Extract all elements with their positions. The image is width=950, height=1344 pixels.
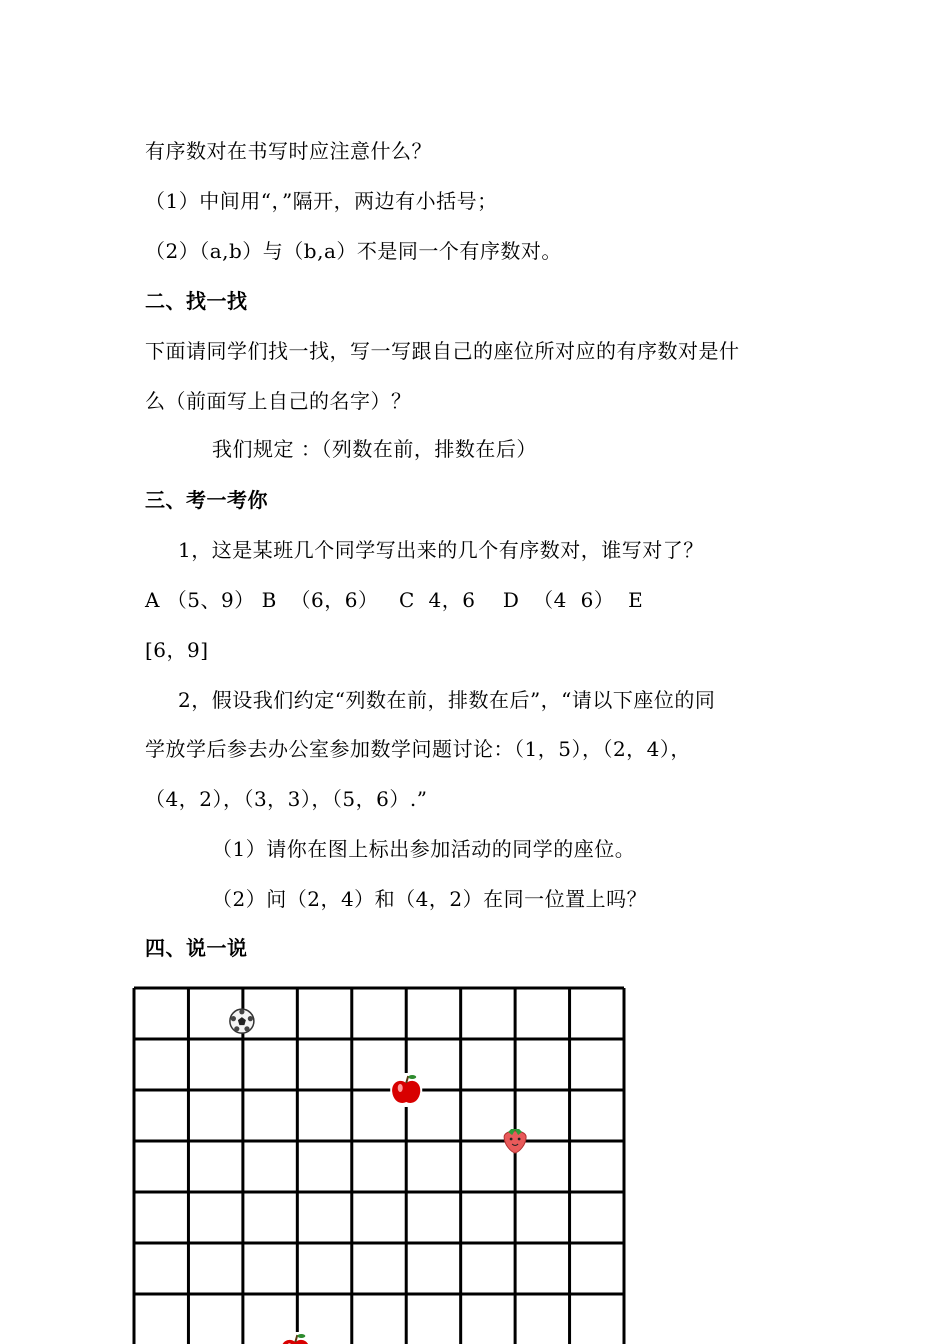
text-line: （2）（a,b）与（b,a）不是同一个有序数对。	[145, 239, 562, 263]
answer-options-line: A （5、9） B （6，6） C 4，6 D （4 6） E	[145, 588, 644, 612]
grid-lines	[134, 988, 624, 1344]
section-heading: 三、考一考你	[145, 488, 268, 512]
text-line: （4，2），（3，3），（5，6）.”	[145, 787, 428, 811]
text-line: （1）请你在图上标出参加活动的同学的座位。	[212, 837, 636, 861]
text-line: 1，这是某班几个同学写出来的几个有序数对，谁写对了？	[178, 538, 704, 562]
apple-icon	[279, 1332, 311, 1344]
text-line: 2，假设我们约定“列数在前，排数在后”，“请以下座位的同	[178, 688, 716, 712]
text-line: 有序数对在书写时应注意什么？	[145, 139, 432, 163]
apple-icon	[390, 1073, 422, 1107]
text-line: 么（前面写上自己的名字）？	[145, 389, 412, 413]
text-line: （2）问（2，4）和（4，2）在同一位置上吗？	[212, 887, 648, 911]
answer-options-line: [6，9]	[145, 638, 209, 662]
section-heading: 四、说一说	[145, 936, 248, 960]
strawberry-icon	[504, 1129, 526, 1153]
soccer-ball-icon	[230, 1009, 254, 1033]
text-line: 下面请同学们找一找，写一写跟自己的座位所对应的有序数对是什	[145, 339, 740, 363]
text-line: （1）中间用“，”隔开，两边有小括号；	[145, 189, 498, 213]
text-line: 学放学后参去办公室参加数学问题讨论：（1，5），（2，4），	[145, 737, 691, 761]
text-line: 我们规定 ：（列数在前，排数在后）	[212, 437, 537, 461]
section-heading: 二、找一找	[145, 289, 248, 313]
